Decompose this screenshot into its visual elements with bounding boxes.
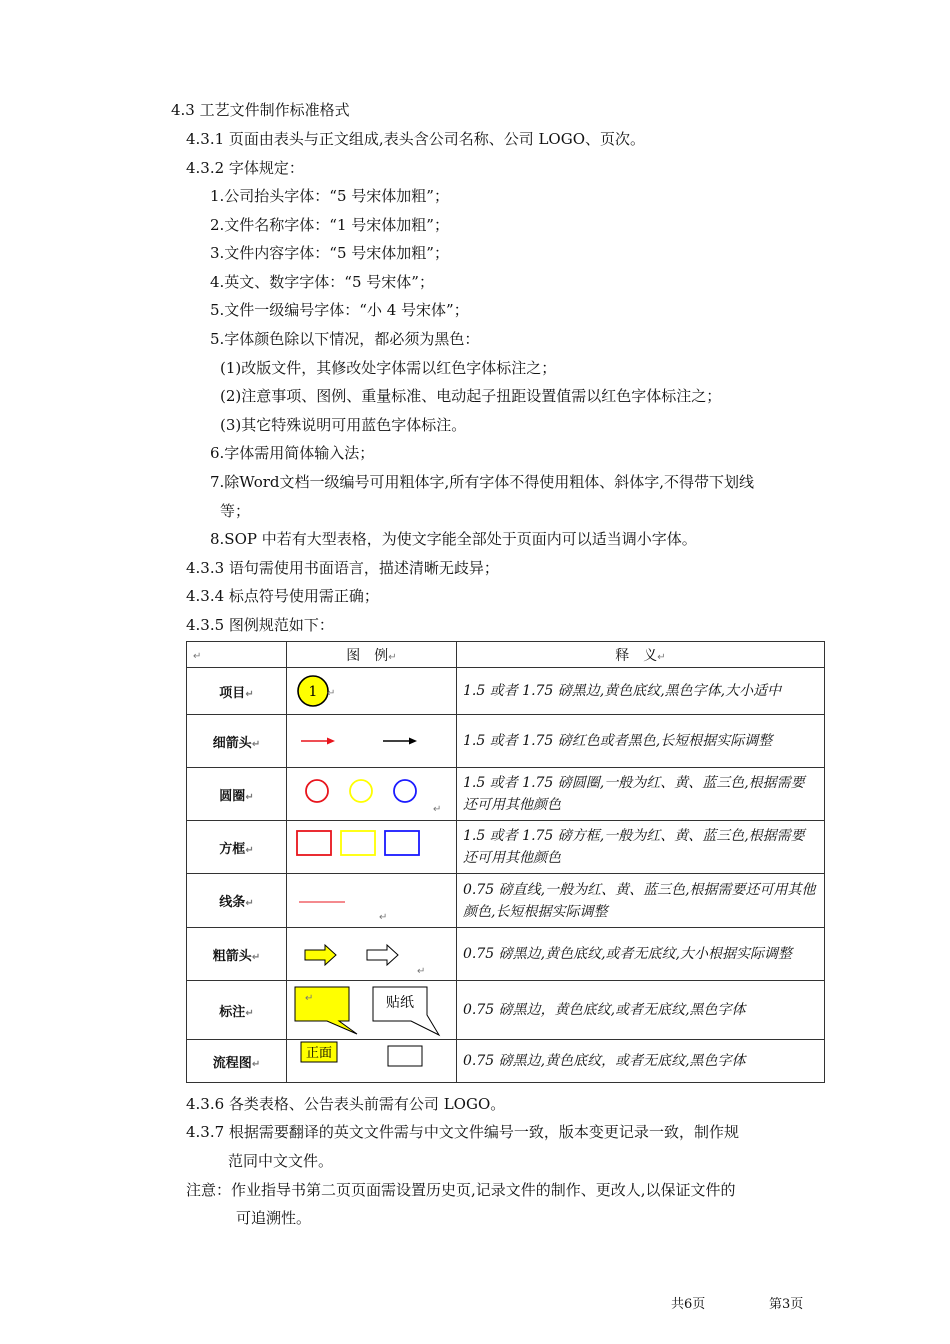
font-rule-4: 4.英文、数字字体：“5 号宋体”；: [210, 273, 434, 291]
row-figure: ↵: [287, 928, 457, 981]
header-blank-cell: ↵: [187, 642, 287, 668]
font-rule-6: 6.字体需用简体输入法；: [210, 444, 375, 462]
numbered-circle-icon: [293, 670, 353, 714]
font-rule-7-cont: 等；: [220, 502, 251, 520]
clause-4-3-7: 4.3.7 根据需要翻译的英文文件需与中文文件编号一致，版本变更记录一致，制作规: [186, 1123, 739, 1141]
callout-icons: [287, 981, 455, 1039]
row-name: 细箭头↵: [187, 715, 287, 768]
note-line: 注意：作业指导书第二页页面需设置历史页,记录文件的制作、更改人,以保证文件的: [186, 1181, 736, 1199]
legend-row-thin-arrow: [187, 715, 825, 768]
front-label: 正面: [305, 1046, 333, 1061]
font-rule-7: 7.除Word文档一级编号可用粗体字,所有字体不得使用粗体、斜体字,不得带下划线: [210, 473, 755, 491]
footer-page-number: 第3页: [769, 1297, 804, 1312]
straight-line-icon: [287, 874, 455, 924]
row-name: 线条↵: [187, 874, 287, 928]
color-exception-3: (3)其它特殊说明可用蓝色字体标注。: [220, 416, 467, 434]
row-name: 标注↵: [187, 981, 287, 1040]
legend-table: [186, 641, 825, 1083]
font-rule-2: 2.文件名称字体：“1 号宋体加粗”；: [210, 216, 449, 234]
font-rule-8: 8.SOP 中若有大型表格，为使文字能全部处于页面内可以适当调小字体。: [210, 530, 697, 548]
row-figure: [287, 821, 457, 874]
row-name: 项目↵: [187, 668, 287, 715]
row-desc: 1.5 或者 1.75 磅圆圈,一般为红、黄、蓝三色,根据需要还可用其他颜色: [457, 768, 825, 821]
row-figure: ↵: [287, 874, 457, 928]
header-desc: 释 义↵: [457, 642, 825, 668]
row-desc: 1.5 或者 1.75 磅方框,一般为红、黄、蓝三色,根据需要还可用其他颜色: [457, 821, 825, 874]
row-desc: 0.75 磅黑边,黄色底纹，或者无底纹,黑色字体: [457, 1040, 825, 1083]
note-line-cont: 可追溯性。: [236, 1209, 312, 1227]
row-name: 圆圈↵: [187, 768, 287, 821]
color-exception-2: (2)注意事项、图例、重量标准、电动起子扭距设置值需以红色字体标注之；: [220, 387, 722, 405]
row-figure: [287, 1040, 457, 1083]
legend-row-box: [187, 821, 825, 874]
clause-4-3-5: 4.3.5 图例规范如下：: [186, 616, 334, 634]
row-desc: 1.5 或者 1.75 磅黑边,黄色底纹,黑色字体,大小适中: [457, 668, 825, 715]
legend-row-circle: [187, 768, 825, 821]
flowchart-icons: [287, 1040, 455, 1082]
font-color-rule: 5.字体颜色除以下情况，都必须为黑色：: [210, 330, 480, 348]
circle-number: 1: [308, 684, 318, 700]
clause-4-3-4: 4.3.4 标点符号使用需正确；: [186, 587, 379, 605]
row-figure: 贴纸 ↵: [287, 981, 457, 1040]
thin-arrow-icons: [287, 715, 455, 765]
row-name: 流程图↵: [187, 1040, 287, 1083]
row-figure: 1 ↵: [287, 668, 457, 715]
box-icons: [287, 821, 455, 871]
row-desc: 0.75 磅黑边，黄色底纹,或者无底纹,黑色字体: [457, 981, 825, 1040]
sticker-label: 贴纸: [386, 995, 414, 1011]
row-desc: 1.5 或者 1.75 磅红色或者黑色,长短根据实际调整: [457, 715, 825, 768]
legend-header-row: [187, 642, 825, 668]
clause-4-3-3: 4.3.3 语句需使用书面语言，描述清晰无歧异；: [186, 559, 499, 577]
font-rule-5: 5.文件一级编号字体：“小 4 号宋体”；: [210, 301, 469, 319]
legend-row-thick-arrow: [187, 928, 825, 981]
row-desc: 0.75 磅直线,一般为红、黄、蓝三色,根据需要还可用其他颜色,长短根据实际调整: [457, 874, 825, 928]
clause-4-3-2: 4.3.2 字体规定：: [186, 159, 304, 177]
circle-icons: [287, 768, 455, 818]
row-figure: ↵: [287, 768, 457, 821]
section-heading: 4.3 工艺文件制作标准格式: [171, 101, 350, 119]
clause-4-3-1: 4.3.1 页面由表头与正文组成,表头含公司名称、公司 LOGO、页次。: [186, 130, 646, 148]
row-figure: [287, 715, 457, 768]
color-exception-1: (1)改版文件，其修改处字体需以红色字体标注之；: [220, 359, 557, 377]
row-name: 方框↵: [187, 821, 287, 874]
legend-row-line: [187, 874, 825, 928]
clause-4-3-6: 4.3.6 各类表格、公告表头前需有公司 LOGO。: [186, 1095, 506, 1113]
thick-arrow-icons: [287, 928, 455, 978]
footer-total-pages: 共6页: [671, 1297, 706, 1312]
row-desc: 0.75 磅黑边,黄色底纹,或者无底纹,大小根据实际调整: [457, 928, 825, 981]
clause-4-3-7-cont: 范同中文文件。: [228, 1152, 334, 1170]
font-rule-1: 1.公司抬头字体：“5 号宋体加粗”；: [210, 187, 449, 205]
header-figure: 图 例↵: [287, 642, 457, 668]
legend-row-item: [187, 668, 825, 715]
legend-row-callout: [187, 981, 825, 1040]
legend-row-flowchart: [187, 1040, 825, 1083]
row-name: 粗箭头↵: [187, 928, 287, 981]
font-rule-3: 3.文件内容字体：“5 号宋体加粗”；: [210, 244, 449, 262]
